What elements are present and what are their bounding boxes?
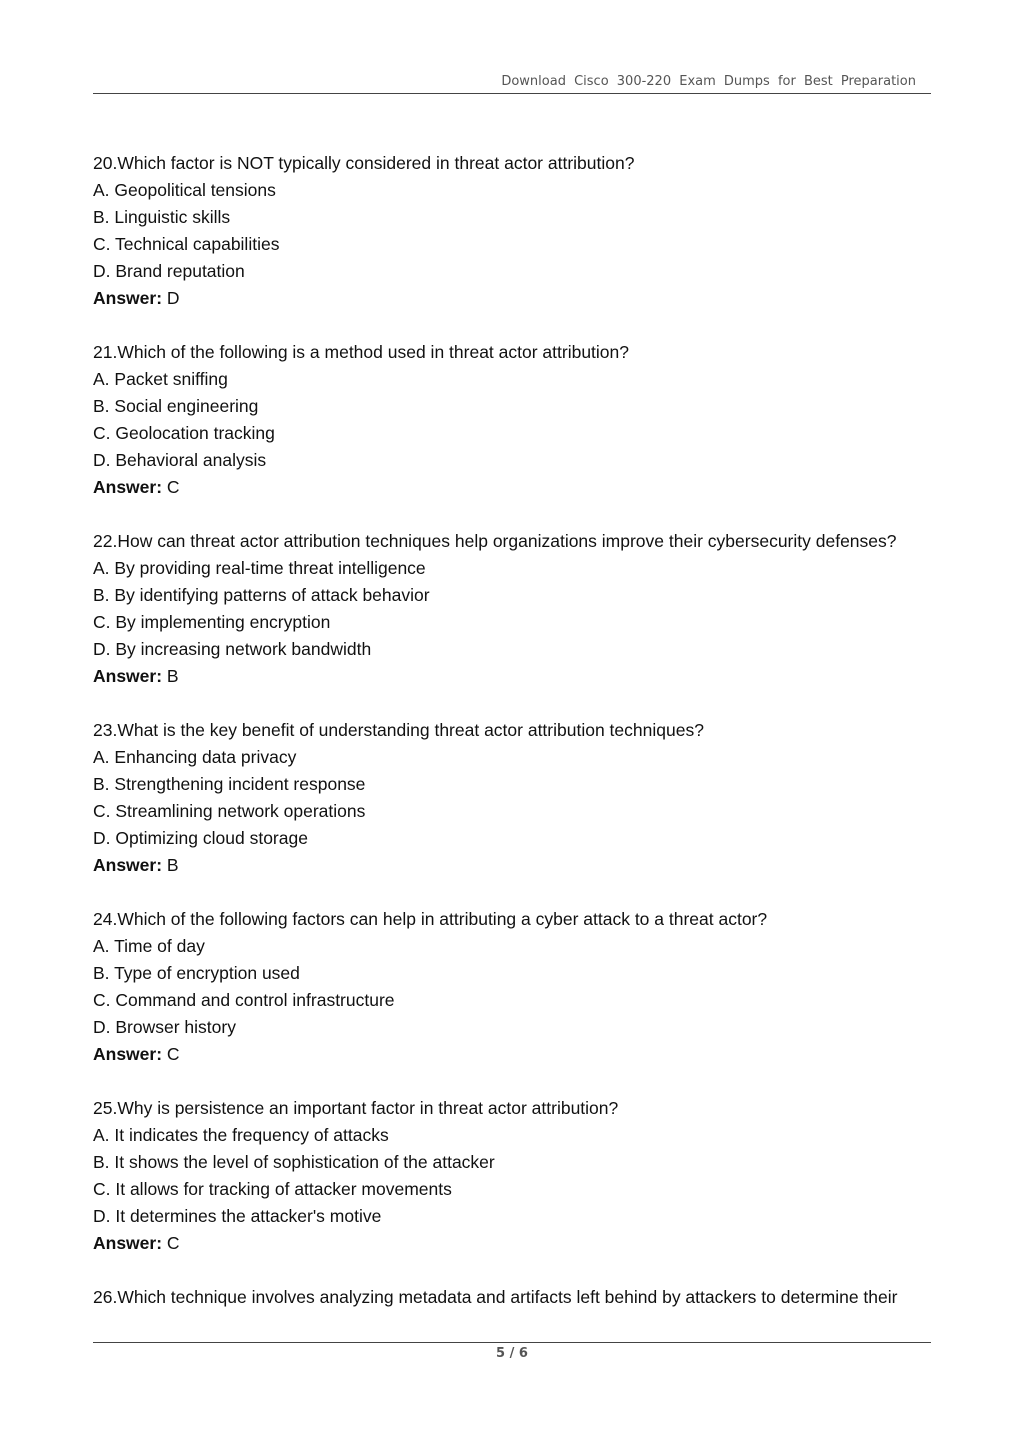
answer-value: C [166, 477, 180, 497]
question-block [93, 528, 933, 690]
option-c: C. Geolocation tracking [93, 423, 275, 443]
document-body [93, 150, 933, 1338]
option-a: A. Geopolitical tensions [93, 180, 276, 200]
answer-line [93, 285, 933, 312]
option-d: D. Optimizing cloud storage [93, 828, 308, 848]
option-c: C. Streamlining network operations [93, 801, 366, 821]
answer-label: Answer: [93, 477, 163, 497]
option-b: B. Linguistic skills [93, 207, 231, 227]
option-c: C. By implementing encryption [93, 612, 331, 632]
header-divider [93, 93, 931, 94]
answer-value: B [166, 855, 179, 875]
page-number: 5 / 6 [496, 1346, 528, 1361]
question-text: 22.How can threat actor attribution techniques help organizations improve their cybersecurity defenses? [93, 531, 897, 551]
footer-divider [93, 1342, 931, 1343]
question-text: 20.Which factor is NOT typically considered in threat actor attribution? [93, 153, 635, 173]
option-a: A. Enhancing data privacy [93, 747, 297, 767]
option-b: B. Strengthening incident response [93, 774, 366, 794]
option-d: D. It determines the attacker's motive [93, 1206, 382, 1226]
question-text: 26.Which technique involves analyzing metadata and artifacts left behind by attackers to determine their [93, 1287, 898, 1307]
answer-line [93, 1230, 933, 1257]
option-c: C. Technical capabilities [93, 234, 280, 254]
question-block [93, 1095, 933, 1257]
answer-value: C [166, 1233, 180, 1253]
answer-label: Answer: [93, 1233, 163, 1253]
answer-line [93, 474, 933, 501]
question-text: 23.What is the key benefit of understanding threat actor attribution techniques? [93, 720, 704, 740]
option-a: A. Time of day [93, 936, 205, 956]
answer-line [93, 1041, 933, 1068]
question-block [93, 1284, 933, 1311]
answer-line [93, 852, 933, 879]
question-text: 21.Which of the following is a method used in threat actor attribution? [93, 342, 629, 362]
option-d: D. Browser history [93, 1017, 236, 1037]
answer-label: Answer: [93, 1044, 163, 1064]
answer-value: B [166, 666, 179, 686]
option-c: C. Command and control infrastructure [93, 990, 395, 1010]
option-d: D. Behavioral analysis [93, 450, 267, 470]
question-text: 25.Why is persistence an important factor in threat actor attribution? [93, 1098, 619, 1118]
option-b: B. By identifying patterns of attack behavior [93, 585, 430, 605]
option-c: C. It allows for tracking of attacker movements [93, 1179, 452, 1199]
question-block [93, 906, 933, 1068]
option-a: A. By providing real-time threat intelligence [93, 558, 426, 578]
question-block [93, 150, 933, 312]
page-header: Download Cisco 300-220 Exam Dumps for Best Preparation [501, 74, 916, 89]
question-block [93, 717, 933, 879]
option-b: B. Type of encryption used [93, 963, 300, 983]
option-d: D. Brand reputation [93, 261, 245, 281]
option-a: A. Packet sniffing [93, 369, 228, 389]
answer-label: Answer: [93, 855, 163, 875]
answer-label: Answer: [93, 666, 163, 686]
option-a: A. It indicates the frequency of attacks [93, 1125, 389, 1145]
answer-line [93, 663, 933, 690]
answer-value: D [166, 288, 180, 308]
answer-value: C [166, 1044, 180, 1064]
option-b: B. Social engineering [93, 396, 259, 416]
answer-label: Answer: [93, 288, 163, 308]
question-block [93, 339, 933, 501]
option-b: B. It shows the level of sophistication of the attacker [93, 1152, 495, 1172]
option-d: D. By increasing network bandwidth [93, 639, 372, 659]
question-text: 24.Which of the following factors can help in attributing a cyber attack to a threat actor? [93, 909, 768, 929]
